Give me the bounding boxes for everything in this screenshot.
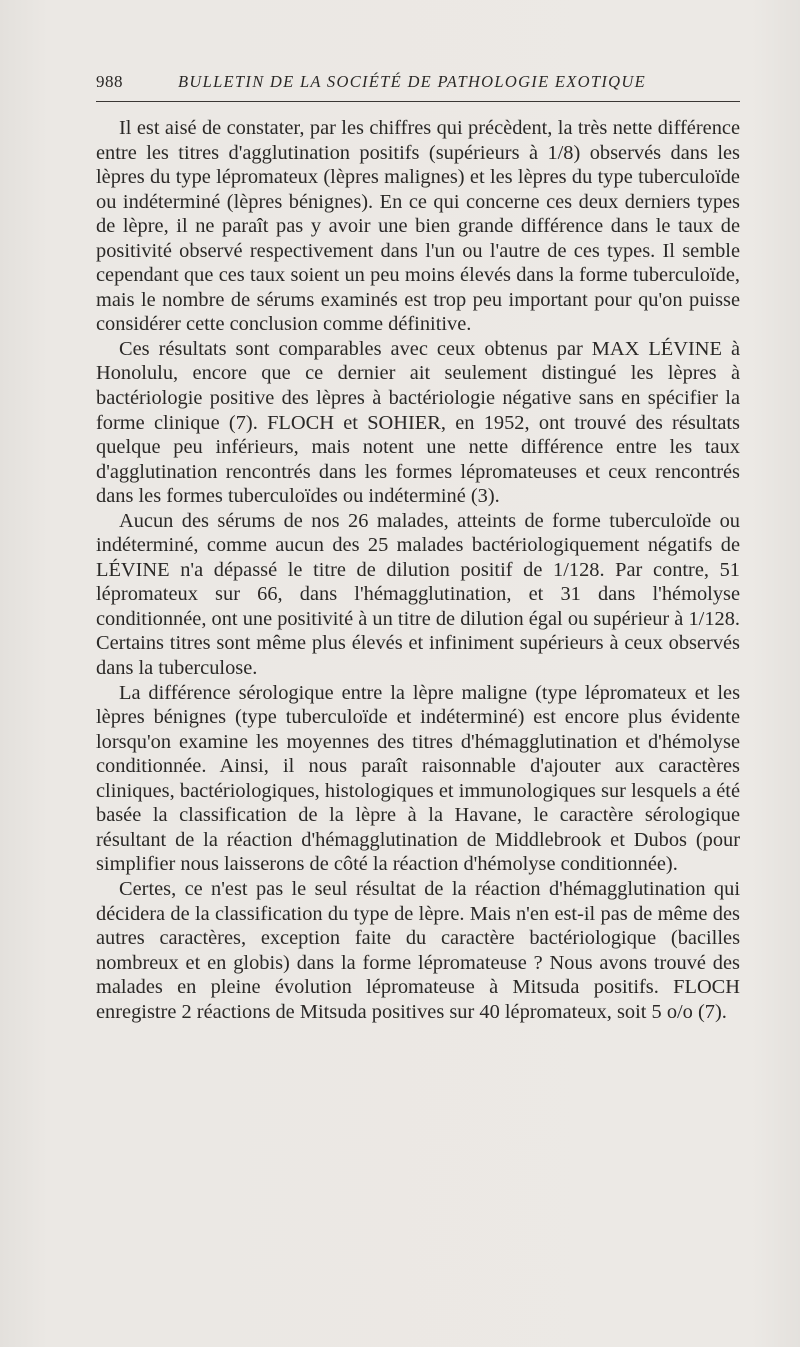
- paragraph: La différence sérologique entre la lèpre maligne (type lépromateux et les lèpres bénignes (type tuberculoïde et indéterminé) est encore plus évidente lorsqu'on examine les moyennes des titres d'hémagglutination et d'hémolyse conditionnée. Ainsi, il nous paraît raisonnable d'ajouter aux caractères cliniques, bactériologiques, histologiques et immunologiques sur lesquels a été basée la classification de la lèpre à la Havane, le caractère sérologique résultant de la réaction d'hémagglutination de Middlebrook et Dubos (pour simplifier nous laisserons de côté la réaction d'hémolyse conditionnée).: [96, 681, 740, 876]
- paragraph: Ces résultats sont comparables avec ceux obtenus par MAX LÉVINE à Honolulu, encore que ce dernier ait seulement distingué les lèpres à bactériologie positive des lèpres à bactériologie négative sans en spécifier la forme clinique (7). FLOCH et SOHIER, en 1952, ont trouvé des résultats quelque peu inférieurs, mais notent une nette différence entre les taux d'agglutination rencontrés dans les formes lépromateuses et ceux rencontrés dans les formes tuberculoïdes ou indéterminé (3).: [96, 337, 740, 508]
- paragraph: Il est aisé de constater, par les chiffres qui précèdent, la très nette différence entre les titres d'agglutination positifs (supérieurs à 1/8) observés dans les lèpres du type lépromateux (lèpres malignes) et les lèpres du type tuberculoïde ou indéterminé (lèpres bénignes). En ce qui concerne ces deux derniers types de lèpre, il ne paraît pas y avoir une bien grande différence dans le taux de positivité observé respectivement dans l'un ou l'autre de ces types. Il semble cependant que ces taux soient un peu moins élevés dans la forme tuberculoïde, mais le nombre de sérums examinés est trop peu important pour qu'on puisse considérer cette conclusion comme définitive.: [96, 117, 740, 336]
- page-header: [96, 72, 740, 98]
- page-number: 988: [96, 72, 123, 91]
- paragraph: Aucun des sérums de nos 26 malades, atteints de forme tuberculoïde ou indéterminé, comme aucun des 25 malades bactériologiquement négatifs de LÉVINE n'a dépassé le titre de dilution positif de 1/128. Par contre, 51 lépromateux sur 66, dans l'hémagglutination, et 31 dans l'hémolyse conditionnée, ont une positivité à un titre de dilution égal ou supérieur à 1/128. Certains titres sont même plus élevés et infiniment supérieurs à ceux observés dans la tuberculose.: [96, 509, 740, 680]
- header-rule: [96, 101, 740, 102]
- running-title: BULLETIN DE LA SOCIÉTÉ DE PATHOLOGIE EXOTIQUE: [178, 72, 646, 91]
- paragraph: Certes, ce n'est pas le seul résultat de la réaction d'hémagglutination qui décidera de la classification du type de lèpre. Mais n'en est-il pas de même des autres caractères, exception faite du caractère bactériologique (bacilles nombreux et en globis) dans la forme lépromateuse ? Nous avons trouvé des malades en pleine évolution lépromateuse à Mitsuda positifs. FLOCH enregistre 2 réactions de Mitsuda positives sur 40 lépromateux, soit 5 o/o (7).: [96, 877, 740, 1023]
- body-text: [96, 116, 740, 1024]
